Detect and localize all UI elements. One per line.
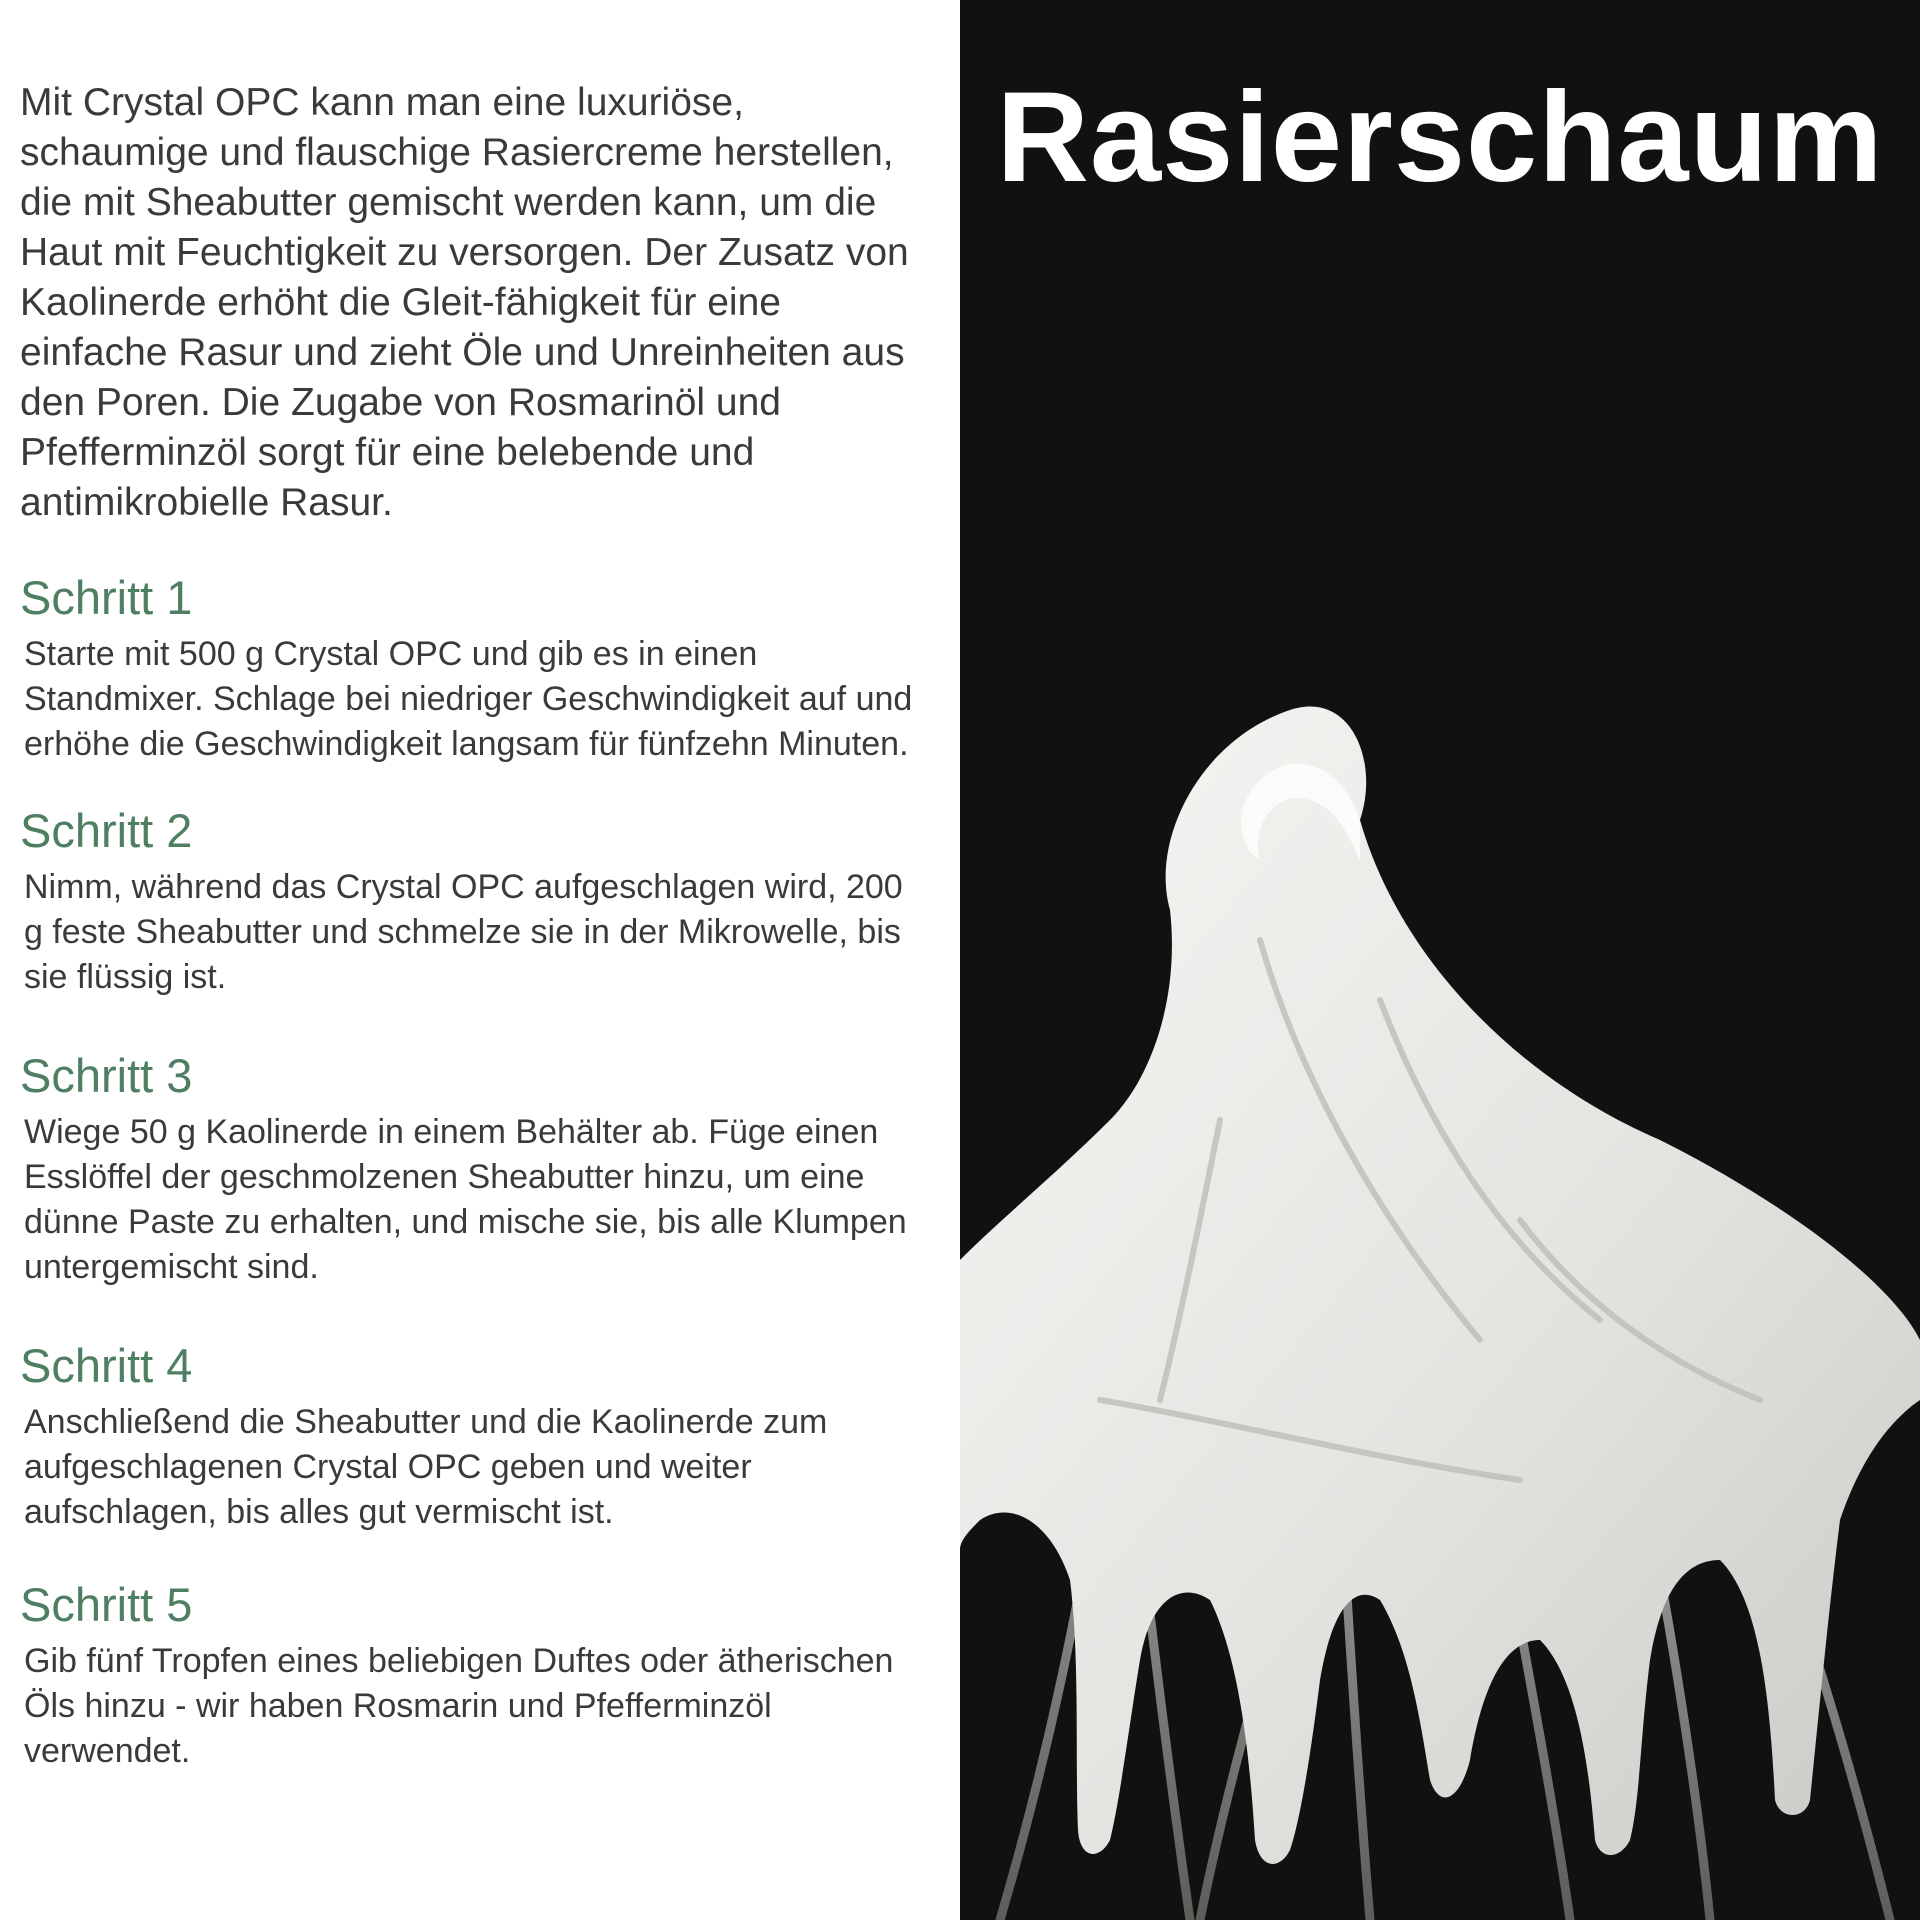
whisk-foam-photo [960, 700, 1920, 1920]
step-2-text: Nimm, während das Crystal OPC aufgeschlagen wird, 200 g feste Sheabutter und schmelze sie in der Mikrowelle, bis sie flüssig ist. [24, 868, 903, 996]
step-3 [20, 1048, 930, 1290]
step-2 [20, 803, 930, 1000]
step-5-text: Gib fünf Tropfen eines beliebigen Duftes oder ätherischen Öls hinzu - wir haben Rosmarin und Pfefferminzöl verwendet. [24, 1642, 894, 1770]
step-2-title: Schritt 2 [20, 804, 193, 857]
step-5-title: Schritt 5 [20, 1578, 193, 1631]
step-4-text: Anschließend die Sheabutter und die Kaolinerde zum aufgeschlagenen Crystal OPC geben und weiter aufschlagen, bis alles gut vermischt ist. [24, 1403, 828, 1531]
step-1-title: Schritt 1 [20, 571, 193, 624]
photo-panel [960, 0, 1920, 1920]
step-1-text: Starte mit 500 g Crystal OPC und gib es in einen Standmixer. Schlage bei niedriger Geschwindigkeit auf und erhöhe die Geschwindigkeit langsam für fünfzehn Minuten. [24, 635, 913, 763]
step-5 [20, 1577, 930, 1774]
page-title: Rasierschaum [996, 66, 1884, 209]
step-3-title: Schritt 3 [20, 1049, 193, 1102]
step-4 [20, 1338, 930, 1535]
step-3-text: Wiege 50 g Kaolinerde in einem Behälter ab. Füge einen Esslöffel der geschmolzenen Sheabutter hinzu, um eine dünne Paste zu erhalten, und mische sie, bis alle Klumpen untergemischt sind. [24, 1113, 907, 1286]
step-4-title: Schritt 4 [20, 1339, 193, 1392]
intro-paragraph: Mit Crystal OPC kann man eine luxuriöse, schaumige und flauschige Rasiercreme herstellen, die mit Sheabutter gemischt werden kann, um die Haut mit Feuchtigkeit zu versorgen. Der Zusatz von Kaolinerde erhöht die Gleit-fähigkeit für eine einfache Rasur und zieht Öle und Unreinheiten aus den Poren. Die Zugabe von Rosmarinöl und Pfefferminzöl sorgt für eine belebende und antimikrobielle Rasur. [20, 81, 909, 524]
step-1 [20, 570, 930, 767]
